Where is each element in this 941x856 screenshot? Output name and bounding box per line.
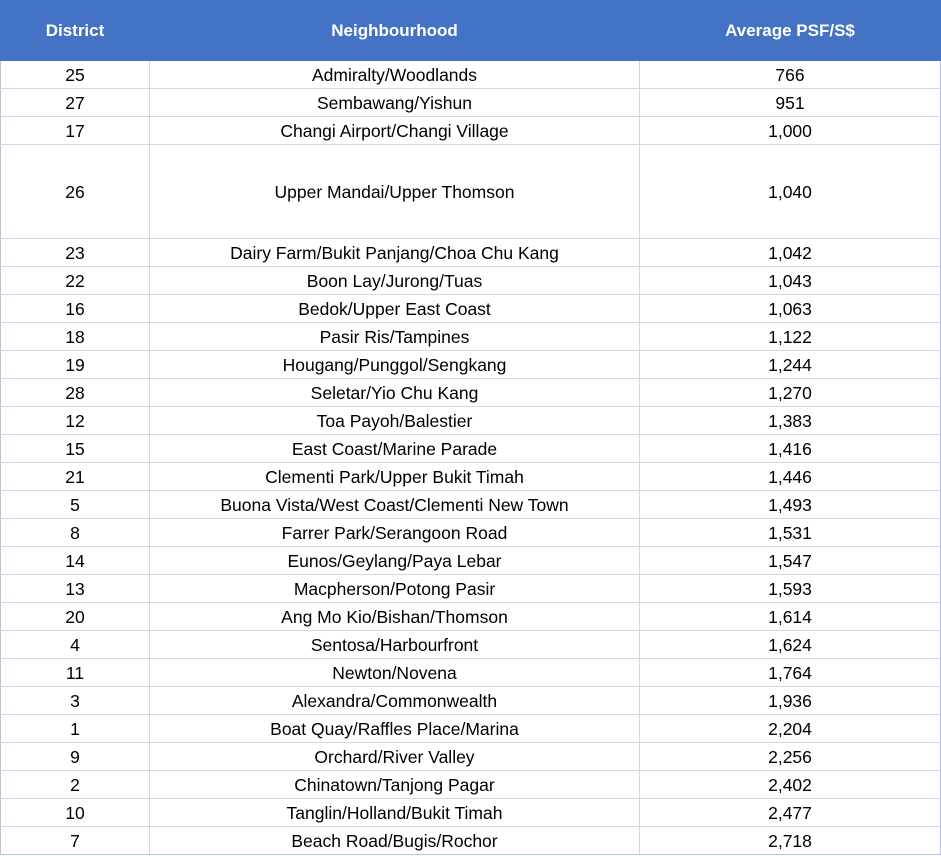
table-row (1, 687, 941, 715)
average-psf-cell: 2,204 (640, 715, 941, 743)
table-row (1, 659, 941, 687)
average-psf-cell: 1,446 (640, 463, 941, 491)
neighbourhood-cell: Newton/Novena (150, 659, 640, 687)
table-row (1, 295, 941, 323)
table-row (1, 799, 941, 827)
district-cell: 2 (1, 771, 150, 799)
district-cell: 1 (1, 715, 150, 743)
district-cell: 18 (1, 323, 150, 351)
district-cell: 21 (1, 463, 150, 491)
average-psf-cell: 766 (640, 61, 941, 89)
neighbourhood-cell: Eunos/Geylang/Paya Lebar (150, 547, 640, 575)
table-row (1, 89, 941, 117)
average-psf-cell: 2,402 (640, 771, 941, 799)
district-cell: 5 (1, 491, 150, 519)
average-psf-cell: 1,122 (640, 323, 941, 351)
table-row (1, 743, 941, 771)
table-row (1, 323, 941, 351)
district-cell: 27 (1, 89, 150, 117)
average-psf-cell: 1,493 (640, 491, 941, 519)
neighbourhood-cell: Changi Airport/Changi Village (150, 117, 640, 145)
table-row (1, 631, 941, 659)
neighbourhood-cell: Toa Payoh/Balestier (150, 407, 640, 435)
neighbourhood-cell: Dairy Farm/Bukit Panjang/Choa Chu Kang (150, 239, 640, 267)
district-cell: 12 (1, 407, 150, 435)
average-psf-cell: 1,624 (640, 631, 941, 659)
table-row (1, 145, 941, 239)
neighbourhood-cell: Ang Mo Kio/Bishan/Thomson (150, 603, 640, 631)
district-cell: 23 (1, 239, 150, 267)
average-psf-cell: 1,531 (640, 519, 941, 547)
neighbourhood-cell: East Coast/Marine Parade (150, 435, 640, 463)
district-cell: 26 (1, 145, 150, 239)
neighbourhood-cell: Sembawang/Yishun (150, 89, 640, 117)
average-psf-cell: 1,063 (640, 295, 941, 323)
average-psf-cell: 1,547 (640, 547, 941, 575)
average-psf-cell: 1,416 (640, 435, 941, 463)
district-cell: 17 (1, 117, 150, 145)
table-row (1, 407, 941, 435)
district-cell: 10 (1, 799, 150, 827)
neighbourhood-cell: Clementi Park/Upper Bukit Timah (150, 463, 640, 491)
average-psf-cell: 1,244 (640, 351, 941, 379)
average-psf-cell: 1,042 (640, 239, 941, 267)
table-row (1, 117, 941, 145)
neighbourhood-cell: Hougang/Punggol/Sengkang (150, 351, 640, 379)
district-cell: 19 (1, 351, 150, 379)
neighbourhood-cell: Tanglin/Holland/Bukit Timah (150, 799, 640, 827)
district-cell: 28 (1, 379, 150, 407)
neighbourhood-cell: Macpherson/Potong Pasir (150, 575, 640, 603)
table-row (1, 267, 941, 295)
district-cell: 15 (1, 435, 150, 463)
table-row (1, 715, 941, 743)
average-psf-cell: 1,593 (640, 575, 941, 603)
neighbourhood-cell: Upper Mandai/Upper Thomson (150, 145, 640, 239)
average-psf-cell: 1,040 (640, 145, 941, 239)
table-row (1, 463, 941, 491)
district-cell: 8 (1, 519, 150, 547)
neighbourhood-cell: Boon Lay/Jurong/Tuas (150, 267, 640, 295)
neighbourhood-cell: Farrer Park/Serangoon Road (150, 519, 640, 547)
neighbourhood-cell: Beach Road/Bugis/Rochor (150, 827, 640, 855)
neighbourhood-cell: Sentosa/Harbourfront (150, 631, 640, 659)
header-row (1, 1, 941, 61)
neighbourhood-cell: Buona Vista/West Coast/Clementi New Town (150, 491, 640, 519)
average-psf-cell: 2,477 (640, 799, 941, 827)
district-cell: 14 (1, 547, 150, 575)
district-cell: 7 (1, 827, 150, 855)
district-cell: 4 (1, 631, 150, 659)
district-cell: 22 (1, 267, 150, 295)
table-row (1, 435, 941, 463)
neighbourhood-cell: Boat Quay/Raffles Place/Marina (150, 715, 640, 743)
neighbourhood-cell: Bedok/Upper East Coast (150, 295, 640, 323)
neighbourhood-cell: Orchard/River Valley (150, 743, 640, 771)
district-cell: 11 (1, 659, 150, 687)
header-district: District (1, 1, 150, 61)
average-psf-cell: 1,936 (640, 687, 941, 715)
table-body (1, 61, 941, 855)
average-psf-cell: 2,718 (640, 827, 941, 855)
district-cell: 13 (1, 575, 150, 603)
neighbourhood-cell: Alexandra/Commonwealth (150, 687, 640, 715)
average-psf-cell: 1,270 (640, 379, 941, 407)
district-cell: 25 (1, 61, 150, 89)
district-cell: 9 (1, 743, 150, 771)
table-row (1, 547, 941, 575)
average-psf-cell: 1,383 (640, 407, 941, 435)
header-average-psf: Average PSF/S$ (640, 1, 941, 61)
table-row (1, 239, 941, 267)
average-psf-cell: 1,764 (640, 659, 941, 687)
table-row (1, 771, 941, 799)
table-row (1, 603, 941, 631)
table-row (1, 827, 941, 855)
neighbourhood-cell: Seletar/Yio Chu Kang (150, 379, 640, 407)
average-psf-cell: 2,256 (640, 743, 941, 771)
table-row (1, 491, 941, 519)
table-row (1, 519, 941, 547)
average-psf-cell: 951 (640, 89, 941, 117)
district-cell: 3 (1, 687, 150, 715)
neighbourhood-cell: Pasir Ris/Tampines (150, 323, 640, 351)
table-header (1, 1, 941, 61)
table-row (1, 351, 941, 379)
district-cell: 20 (1, 603, 150, 631)
neighbourhood-cell: Admiralty/Woodlands (150, 61, 640, 89)
district-cell: 16 (1, 295, 150, 323)
table-row (1, 61, 941, 89)
average-psf-cell: 1,614 (640, 603, 941, 631)
table-row (1, 379, 941, 407)
header-neighbourhood: Neighbourhood (150, 1, 640, 61)
average-psf-cell: 1,043 (640, 267, 941, 295)
neighbourhood-cell: Chinatown/Tanjong Pagar (150, 771, 640, 799)
table-row (1, 575, 941, 603)
average-psf-cell: 1,000 (640, 117, 941, 145)
